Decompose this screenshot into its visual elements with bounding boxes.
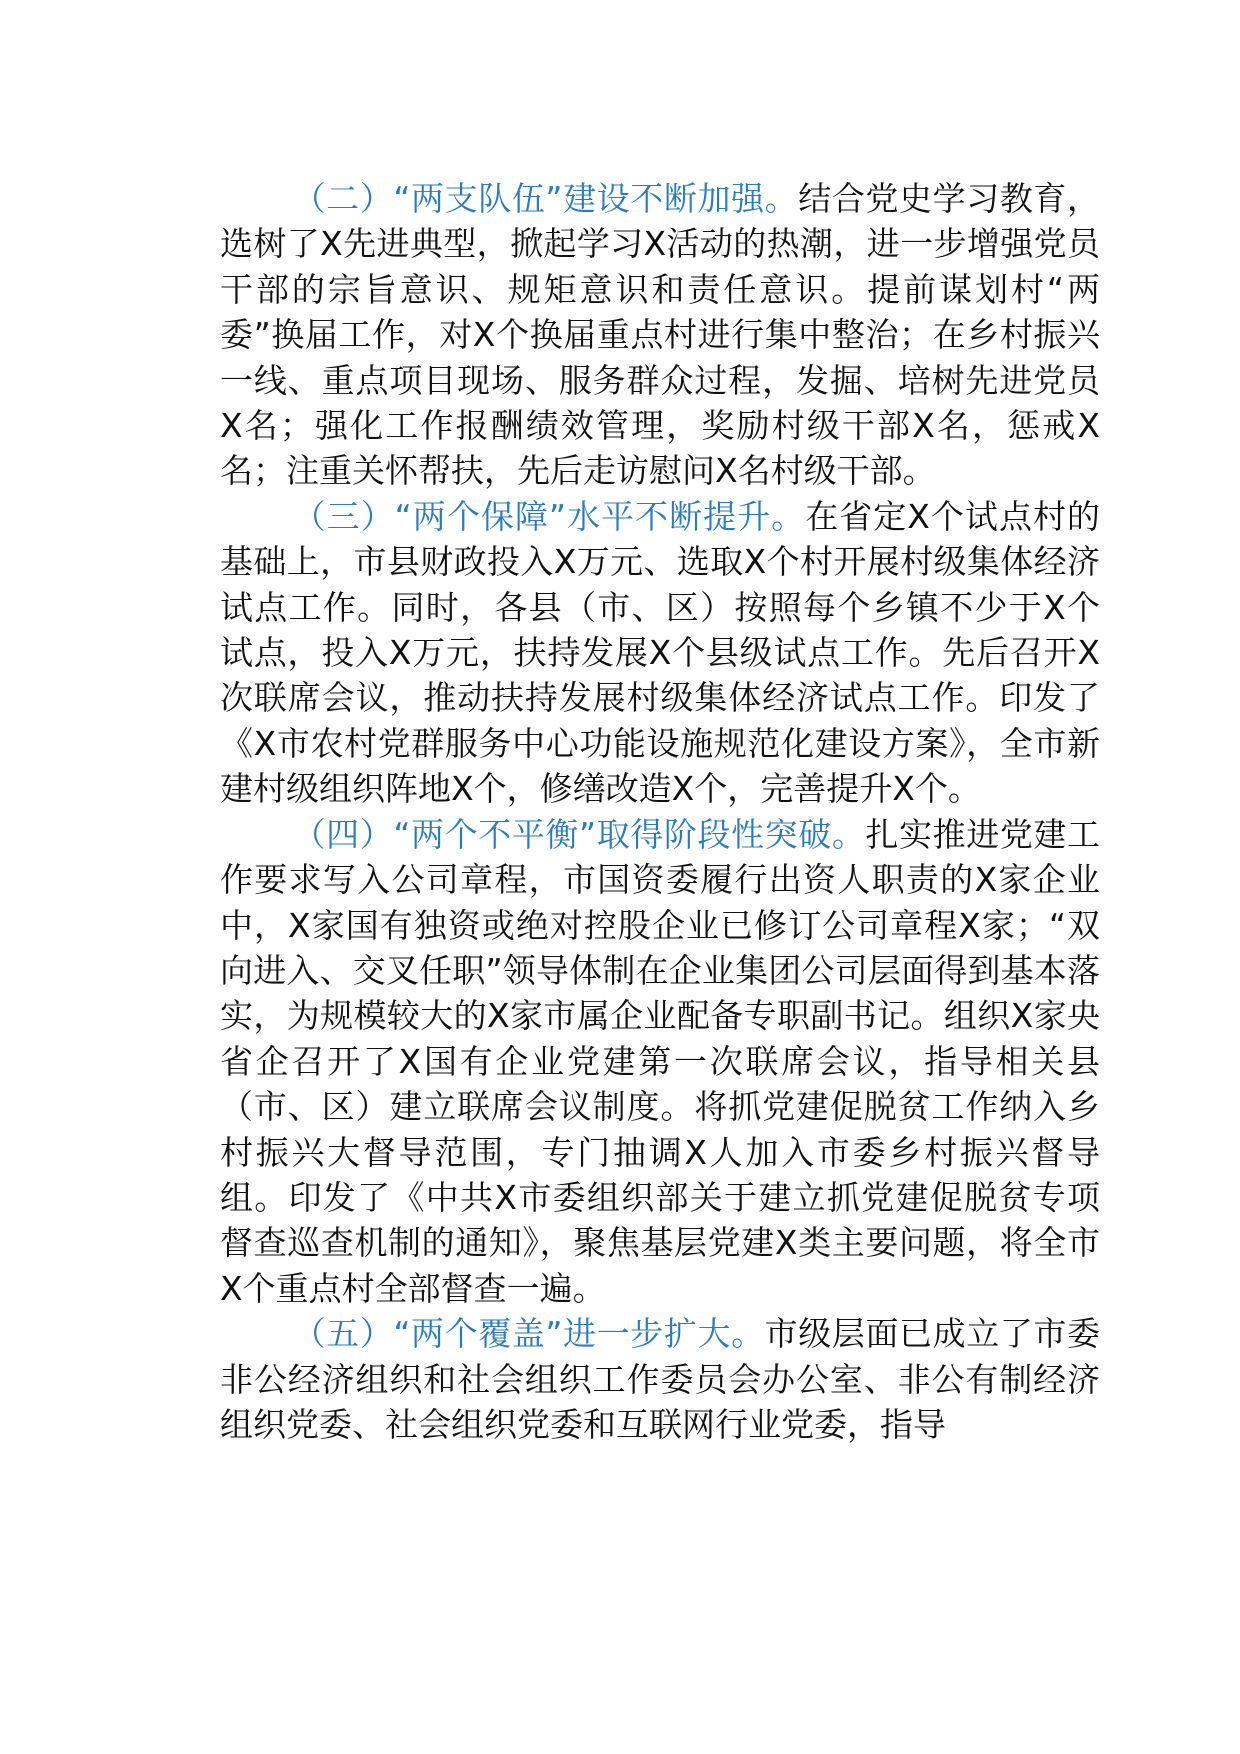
paragraph-two-imbalances [220,812,1100,1311]
document-page [220,176,1100,1447]
paragraph-two-guarantees [220,494,1100,812]
section-heading: （三）“两个保障”水平不断提升。 [292,496,806,536]
section-heading: （五）“两个覆盖”进一步扩大。 [292,1314,765,1354]
section-body: 结合党史学习教育，选树了X先进典型，掀起学习X活动的热潮，进一步增强党员干部的宗旨意识、规矩意识和责任意识。提前谋划村“两委”换届工作，对X个换届重点村进行集中整治；在乡村振兴一线、重点项目现场、服务群众过程，发掘、培树先进党员X名；强化工作报酬绩效管理，奖励村级干部X名，惩戒X名；注重关怀帮扶，先后走访慰问X名村级干部。 [220,179,1100,491]
section-body: 扎实推进党建工作要求写入公司章程，市国资委履行出资人职责的X家企业中，X家国有独资或绝对控股企业已修订公司章程X家；“双向进入、交叉任职”领导体制在企业集团公司层面得到基本落实，为规模较大的X家市属企业配备专职副书记。组织X家央省企召开了X国有企业党建第一次联席会议，指导相关县（市、区）建立联席会议制度。将抓党建促脱贫工作纳入乡村振兴大督导范围，专门抽调X人加入市委乡村振兴督导组。印发了《中共X市委组织部关于建立抓党建促脱贫专项督查巡查机制的通知》，聚焦基层党建X类主要问题，将全市X个重点村全部督查一遍。 [220,814,1101,1308]
section-heading: （二）“两支队伍”建设不断加强。 [292,179,799,218]
section-body: 市级层面已成立了市委非公经济组织和社会组织工作委员会办公室、非公有制经济组织党委、社会组织党委和互联网行业党委，指导 [220,1314,1100,1444]
paragraph-two-teams [220,176,1100,494]
section-heading: （四）“两个不平衡”取得阶段性突破。 [292,814,866,854]
paragraph-two-coverages [220,1311,1100,1447]
section-body: 在省定X个试点村的基础上，市县财政投入X万元、选取X个村开展村级集体经济试点工作。同时，各县（市、区）按照每个乡镇不少于X个试点，投入X万元，扶持发展X个县级试点工作。先后召开X次联席会议，推动扶持发展村级集体经济试点工作。印发了《X市农村党群服务中心功能设施规范化建设方案》，全市新建村级组织阵地X个，修缮改造X个，完善提升X个。 [220,496,1100,809]
